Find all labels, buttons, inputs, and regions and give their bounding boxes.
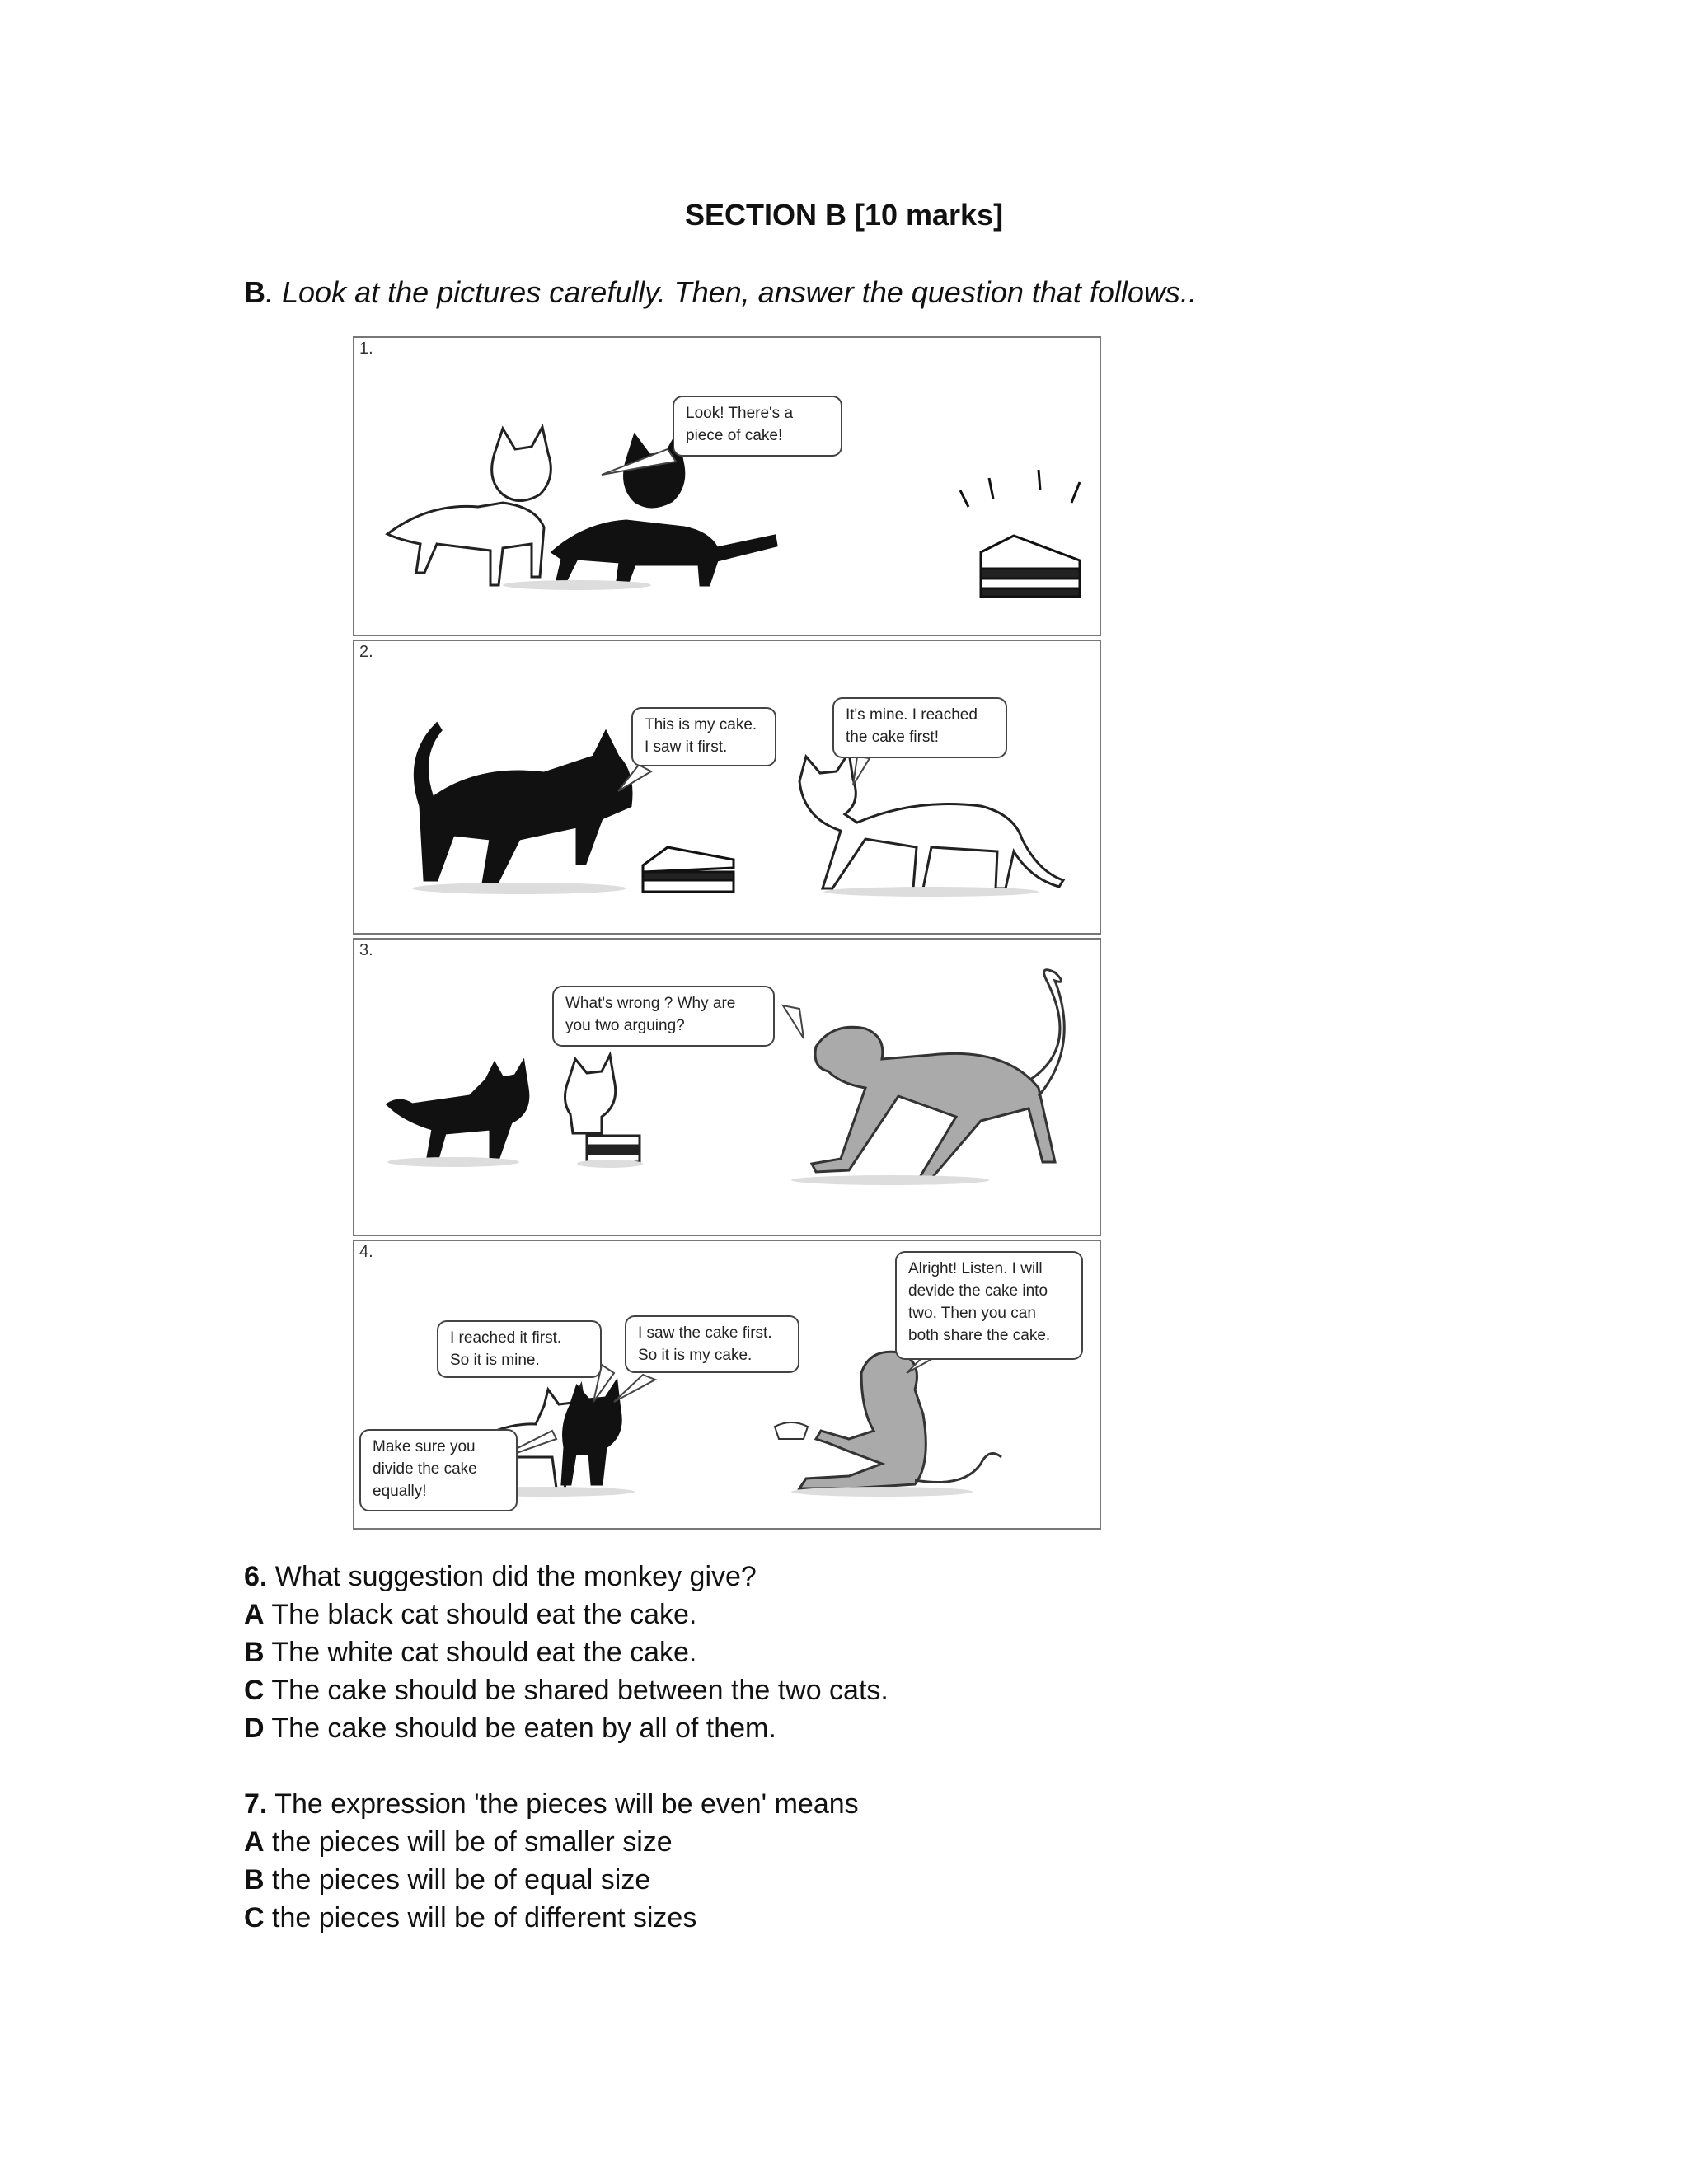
instruction-text: . Look at the pictures carefully. Then, answer the question that follows.. [265,275,1197,309]
question-7 [244,1785,859,1937]
speech-bubble: Look! There's a piece of cake! [673,396,842,457]
panel-number: 1. [359,340,373,358]
answer-option: B The white cat should eat the cake. [244,1637,697,1668]
panel-number: 4. [359,1243,373,1261]
answer-option: D The cake should be eaten by all of them. [244,1713,776,1744]
comic-panel-1 [353,336,1101,636]
instruction-letter: B [244,275,265,309]
comic-panel-4 [353,1240,1101,1530]
comic-panel-2 [353,640,1101,935]
panel-number: 3. [359,941,373,959]
panel-number: 2. [359,643,373,661]
panel-3-illustration [354,940,1100,1235]
answer-option: A the pieces will be of smaller size [244,1826,673,1858]
answer-option: C the pieces will be of different sizes [244,1902,697,1933]
speech-bubble: What's wrong ? Why are you two arguing? [552,986,775,1047]
speech-bubble: Make sure you divide the cake equally! [359,1429,518,1511]
answer-option: A The black cat should eat the cake. [244,1599,697,1630]
panel-2-illustration [354,641,1100,933]
question-6 [244,1558,889,1747]
comic-panel-3 [353,938,1101,1236]
speech-bubble: It's mine. I reached the cake first! [832,697,1007,758]
speech-bubble: Alright! Listen. I will devide the cake into two. Then you can both share the cake. [895,1251,1083,1360]
instruction [244,275,1197,310]
speech-bubble: I reached it first. So it is mine. [437,1320,602,1378]
panel-1-illustration [354,338,1100,635]
answer-option: C The cake should be shared between the two cats. [244,1675,889,1706]
answer-option: B the pieces will be of equal size [244,1864,651,1896]
section-title: SECTION B [10 marks] [684,198,1004,232]
question-stem: 7. The expression 'the pieces will be even' means [244,1788,859,1820]
speech-bubble: I saw the cake first. So it is my cake. [625,1315,799,1373]
speech-bubble: This is my cake. I saw it first. [631,707,776,766]
question-stem: 6. What suggestion did the monkey give? [244,1561,757,1592]
